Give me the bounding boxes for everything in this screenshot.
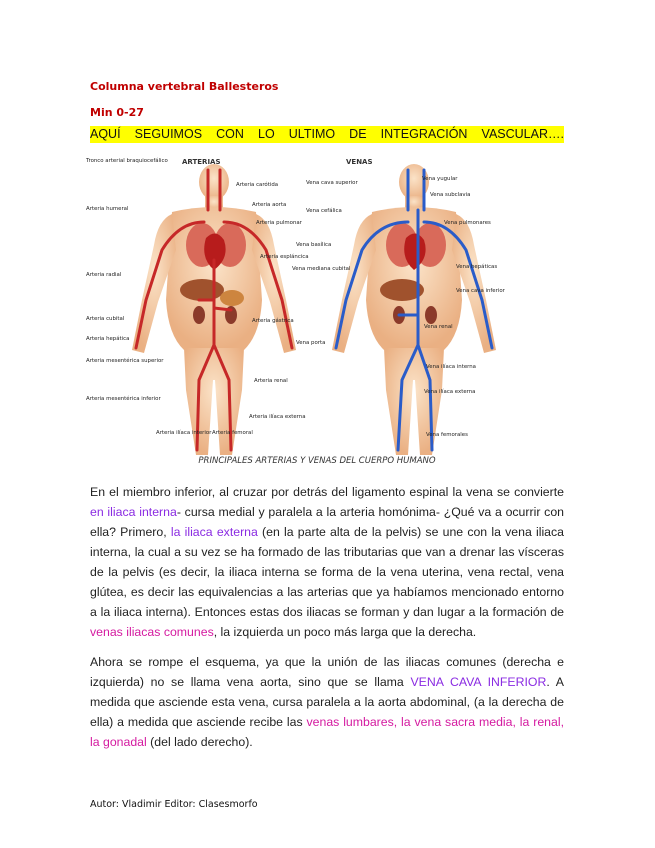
artery-label: Arteria mesentérica superior bbox=[86, 358, 164, 364]
arteries-title: ARTERIAS bbox=[182, 158, 221, 166]
intro-word: DE bbox=[349, 127, 367, 141]
vein-label: Vena ilíaca interna bbox=[426, 364, 476, 370]
highlight-tributaries: venas lumbares, la vena sacra media, la renal, la gonadal bbox=[90, 715, 564, 749]
vein-label: Vena basílica bbox=[296, 242, 332, 248]
minute-range: Min 0-27 bbox=[90, 106, 144, 119]
intro-word: AQUÍ bbox=[90, 127, 121, 141]
veins-title: VENAS bbox=[346, 158, 373, 166]
highlight-iliaca-interna: en iliaca interna bbox=[90, 505, 177, 519]
paragraph-text: (en la parte alta de la pelvis) se une con la vena iliaca interna, la cual a su vez se ha formado de las tributarias que van a drenar las vísceras de la pelvis (es decir, la iliaca interna se forma de la vena uterina, vena rectal, vena glútea, es decir las equivalencias a las arterias que ya habíamos mencionado entorno a la iliaca interna). Entonces estas dos iliacas se forman y dan lugar a la formación de bbox=[90, 525, 564, 619]
paragraph-vena-cava bbox=[90, 652, 564, 752]
artery-label: Arteria cubital bbox=[86, 316, 125, 322]
paragraph-text: En el miembro inferior, al cruzar por detrás del ligamento espinal la vena se convierte bbox=[90, 485, 564, 499]
vein-label: Vena cefálica bbox=[306, 208, 342, 214]
paragraph-text: (del lado derecho). bbox=[146, 735, 253, 749]
paragraph-text: . A medida que asciende esta vena, cursa paralela a la aorta abdominal, (a la derecha de ella) a medida que asciende recibe las bbox=[90, 675, 564, 729]
intro-word: INTEGRACIÓN bbox=[380, 127, 468, 141]
anatomy-illustration bbox=[84, 150, 550, 475]
vein-label: Vena cava inferior bbox=[456, 288, 505, 294]
vein-label: Vena ilíaca externa bbox=[424, 389, 476, 395]
intro-word: CON bbox=[216, 127, 244, 141]
intro-highlight-line bbox=[90, 126, 564, 143]
course-title: Columna vertebral Ballesteros bbox=[90, 80, 279, 93]
vein-label: Vena hepáticas bbox=[456, 264, 498, 270]
vein-label: Vena subclavia bbox=[430, 192, 471, 198]
paragraph-text: - cursa medial y paralela a la arteria homónima- ¿Qué va a ocurrir con ella? Primero, bbox=[90, 505, 564, 539]
artery-label: Arteria hepática bbox=[86, 336, 130, 342]
vein-label: Vena porta bbox=[296, 340, 326, 346]
paragraph-text: , la izquierda un poco más larga que la derecha. bbox=[213, 625, 477, 639]
highlight-vena-cava-inferior: VENA CAVA INFERIOR bbox=[410, 675, 547, 689]
vein-label: Vena yugular bbox=[422, 176, 458, 182]
anatomy-figure bbox=[84, 150, 550, 475]
artery-label: Arteria renal bbox=[254, 378, 288, 384]
intro-word: VASCULAR…. bbox=[481, 127, 564, 141]
veins-body bbox=[332, 164, 496, 455]
artery-label: Arteria espláncica bbox=[260, 254, 309, 260]
highlight-venas-iliacas-comunes: venas iliacas comunes bbox=[90, 625, 214, 639]
vein-label: Vena renal bbox=[424, 324, 453, 330]
figure-caption: PRINCIPALES ARTERIAS Y VENAS DEL CUERPO HUMANO bbox=[198, 456, 436, 466]
intro-word: ULTIMO bbox=[288, 127, 336, 141]
artery-label: Arteria ilíaca externa bbox=[249, 414, 306, 420]
vein-label: Vena femorales bbox=[426, 432, 468, 438]
artery-label: Arteria femoral bbox=[212, 430, 253, 436]
paragraph-iliac-veins bbox=[90, 482, 564, 642]
intro-word: SEGUIMOS bbox=[134, 127, 203, 141]
intro-word: LO bbox=[258, 127, 275, 141]
artery-label: Arteria ilíaca interior bbox=[156, 430, 212, 436]
vein-label: Vena pulmonares bbox=[444, 220, 491, 226]
vein-label: Vena mediana cubital bbox=[292, 266, 351, 272]
artery-label: Arteria aorta bbox=[252, 202, 287, 208]
page-footer: Autor: Vladimir Editor: Clasesmorfo bbox=[90, 799, 258, 810]
paragraph-text: Ahora se rompe el esquema, ya que la unión de las iliacas comunes (derecha e izquierda) no se llama vena aorta, sino que se llama bbox=[90, 655, 564, 689]
highlight-iliaca-externa: la iliaca externa bbox=[170, 525, 258, 539]
artery-label: Arteria carótida bbox=[236, 182, 279, 188]
artery-label: Arteria gástrica bbox=[252, 318, 294, 324]
artery-label: Arteria pulmonar bbox=[256, 220, 302, 226]
artery-label: Tronco arterial braquiocefálico bbox=[86, 158, 168, 164]
vein-label: Vena cava superior bbox=[306, 180, 358, 186]
artery-label: Arteria humeral bbox=[86, 206, 129, 212]
artery-label: Arteria radial bbox=[86, 272, 122, 278]
artery-label: Arteria mesentérica inferior bbox=[86, 396, 161, 402]
